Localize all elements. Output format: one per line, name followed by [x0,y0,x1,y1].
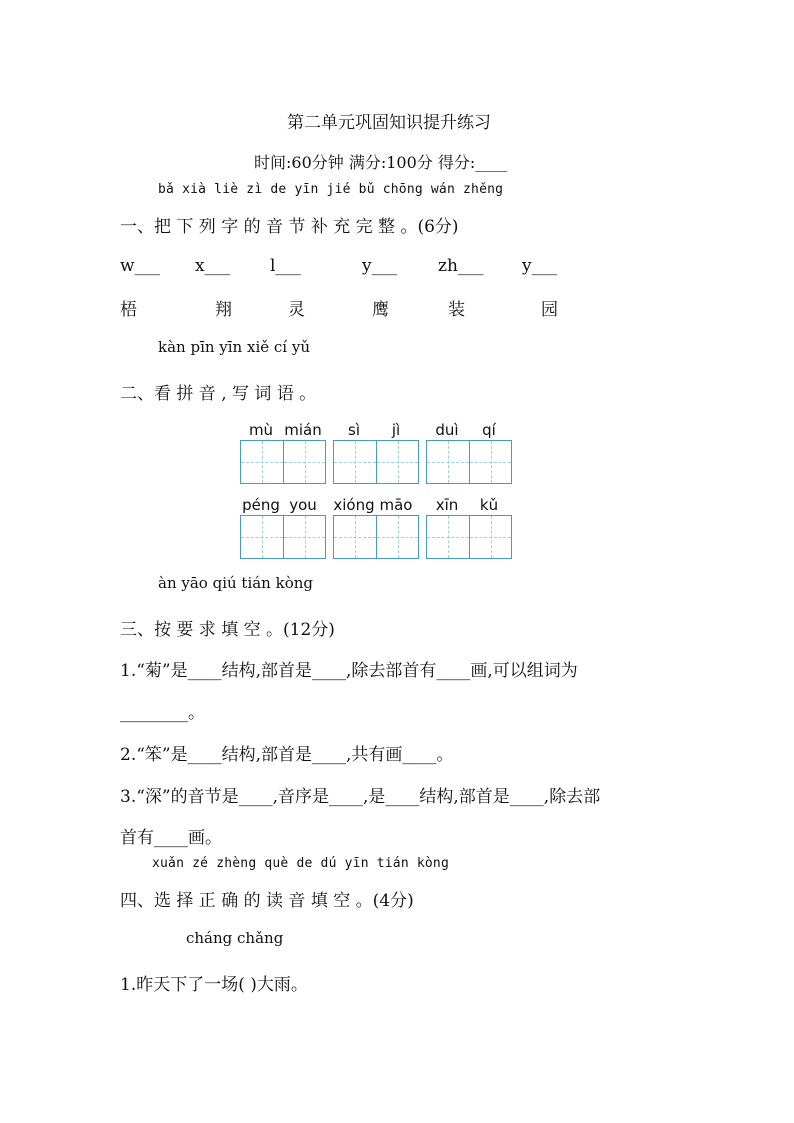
grid-cell[interactable] [334,441,376,483]
question-3-1-cont: ________。 [120,703,205,723]
page-title: 第二单元巩固知识提升练习 [287,113,491,133]
char-2: 翔 [215,300,232,320]
char-6: 园 [541,300,558,320]
section3-pinyin: àn yāo qiú tián kòng [158,574,313,592]
blank-1: w___ [120,256,161,276]
grid-cell[interactable] [376,516,418,558]
grid-cell[interactable] [283,441,325,483]
grid-pinyin: mù [248,421,274,439]
grid-cell[interactable] [376,441,418,483]
pinyin-options: cháng chǎng [186,929,284,947]
grid-pinyin: xióng [333,496,375,514]
grid-pinyin: jì [391,421,401,439]
grid-pinyin: kǔ [479,496,499,514]
writing-grid-pengyou[interactable] [240,515,326,559]
grid-cell[interactable] [469,516,511,558]
writing-grid-xiongmao[interactable] [333,515,419,559]
question-3-3-cont: 首有____画。 [120,828,222,848]
blank-4: y___ [362,256,398,276]
grid-cell[interactable] [427,516,469,558]
char-3: 灵 [288,300,305,320]
section4-heading: 四、选 择 正 确 的 读 音 填 空 。(4分) [120,891,414,911]
blank-6: y___ [522,256,558,276]
grid-pinyin: you [289,496,317,514]
grid-pinyin: sì [348,421,360,439]
grid-pinyin: xīn [435,496,459,514]
char-5: 装 [448,300,465,320]
writing-grid-duiqi[interactable] [426,440,512,484]
grid-cell[interactable] [241,516,283,558]
char-4: 鹰 [372,300,389,320]
question-3-1: 1.“菊”是____结构,部首是____,除去部首有____画,可以组词为 [120,661,578,681]
char-1: 梧 [120,300,137,320]
section4-pinyin: xuǎn zé zhèng què de dú yīn tián kòng [152,856,449,871]
grid-pinyin: māo [379,496,413,514]
grid-pinyin: péng [242,496,280,514]
section2-heading: 二、看 拼 音 , 写 词 语 。 [120,384,317,404]
grid-cell[interactable] [427,441,469,483]
grid-pinyin: mián [284,421,322,439]
grid-cell[interactable] [469,441,511,483]
question-3-2: 2.“笨”是____结构,部首是____,共有画____。 [120,745,454,765]
section1-pinyin: bǎ xià liè zì de yīn jié bǔ chōng wán zhěng [158,182,504,197]
grid-cell[interactable] [241,441,283,483]
section3-heading: 三、按 要 求 填 空 。(12分) [120,620,335,640]
blank-5: zh___ [438,256,484,276]
writing-grid-siji[interactable] [333,440,419,484]
question-4-1: 1.昨天下了一场( )大雨。 [120,975,308,995]
question-3-3: 3.“深”的音节是____,音序是____,是____结构,部首是____,除去部 [120,787,601,807]
writing-grid-mumian[interactable] [240,440,326,484]
blank-2: x___ [195,256,231,276]
grid-pinyin: duì [435,421,459,439]
writing-grid-xinku[interactable] [426,515,512,559]
section2-pinyin: kàn pīn yīn xiě cí yǔ [158,338,310,356]
grid-pinyin: qí [482,421,496,439]
exam-meta: 时间:60分钟 满分:100分 得分:____ [254,153,508,172]
grid-cell[interactable] [283,516,325,558]
grid-cell[interactable] [334,516,376,558]
section1-heading: 一、把 下 列 字 的 音 节 补 充 完 整 。(6分) [120,217,459,237]
blank-3: l___ [270,256,301,276]
